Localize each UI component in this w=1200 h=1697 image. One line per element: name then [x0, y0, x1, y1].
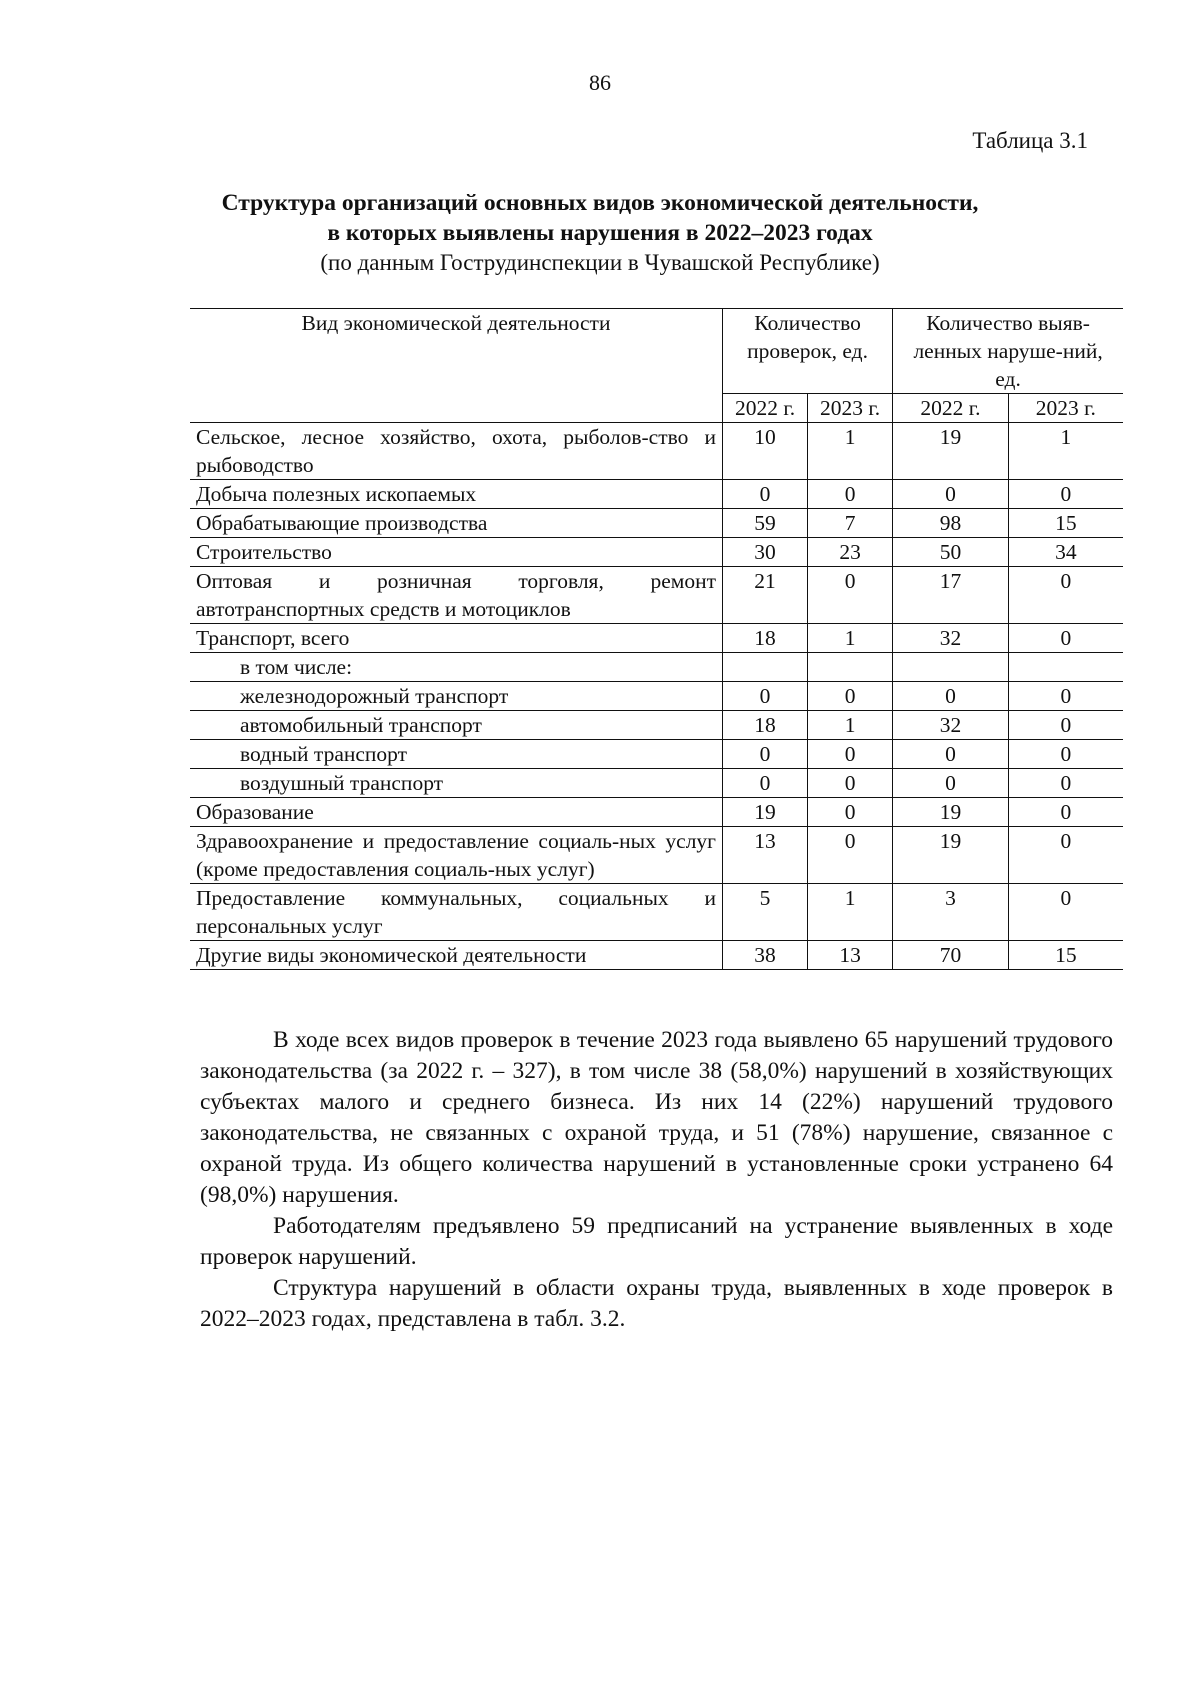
cell-value: 1: [808, 624, 893, 653]
cell-value: 5: [723, 884, 808, 941]
cell-value: 0: [1008, 682, 1123, 711]
cell-value: 0: [1008, 711, 1123, 740]
cell-value: 34: [1008, 538, 1123, 567]
table-row: [190, 423, 1123, 480]
cell-value: 0: [893, 769, 1009, 798]
cell-value: 21: [723, 567, 808, 624]
cell-value: 32: [893, 711, 1009, 740]
cell-value: 19: [893, 423, 1009, 480]
title-subtitle: (по данным Гострудинспекции в Чувашской Республике): [320, 250, 880, 275]
cell-value: 0: [1008, 798, 1123, 827]
cell-value: 19: [723, 798, 808, 827]
table-row: [190, 740, 1123, 769]
row-label: Транспорт, всего: [190, 624, 723, 653]
cell-value: 0: [808, 567, 893, 624]
row-label: Предоставление коммунальных, социальных и персональных услуг: [190, 884, 723, 941]
cell-value: 0: [723, 740, 808, 769]
body-text: [200, 1025, 1113, 1335]
cell-value: 0: [808, 682, 893, 711]
cell-value: 0: [1008, 827, 1123, 884]
cell-value: 0: [893, 682, 1009, 711]
cell-value: 0: [1008, 624, 1123, 653]
cell-value: 30: [723, 538, 808, 567]
cell-value: [1008, 653, 1123, 682]
table-row: [190, 827, 1123, 884]
table-row: [190, 711, 1123, 740]
cell-value: 0: [808, 480, 893, 509]
table-row: [190, 624, 1123, 653]
cell-value: 0: [1008, 480, 1123, 509]
cell-value: 15: [1008, 509, 1123, 538]
header-year: 2023 г.: [1008, 394, 1123, 423]
paragraph: Структура нарушений в области охраны труда, выявленных в ходе проверок в 2022–2023 годах, представлена в табл. 3.2.: [200, 1275, 1113, 1332]
table-row: [190, 798, 1123, 827]
row-label: Сельское, лесное хозяйство, охота, рыболов-ство и рыбоводство: [190, 423, 723, 480]
cell-value: [893, 653, 1009, 682]
cell-value: 0: [1008, 884, 1123, 941]
cell-value: 0: [1008, 740, 1123, 769]
cell-value: 0: [893, 740, 1009, 769]
row-label: воздушный транспорт: [190, 769, 723, 798]
row-label: Другие виды экономической деятельности: [190, 941, 723, 970]
cell-value: 0: [1008, 567, 1123, 624]
cell-value: 3: [893, 884, 1009, 941]
cell-value: 0: [723, 480, 808, 509]
header-activity: Вид экономической деятельности: [190, 309, 723, 423]
header-year: 2022 г.: [723, 394, 808, 423]
table-row: [190, 538, 1123, 567]
table-row: [190, 567, 1123, 624]
table-label: Таблица 3.1: [972, 128, 1088, 153]
cell-value: 0: [1008, 769, 1123, 798]
row-label: автомобильный транспорт: [190, 711, 723, 740]
row-label: в том числе:: [190, 653, 723, 682]
cell-value: 70: [893, 941, 1009, 970]
paragraph: В ходе всех видов проверок в течение 2023 года выявлено 65 нарушений трудового законодательства (за 2022 г. – 327), в том числе 38 (58,0%) нарушений в хозяйствующих субъектах малого и среднего бизнеса. Из них 14 (22%) нарушений трудового законодательства, не связанных с охраной труда, и 51 (78%) нарушение, связанное с охраной труда. Из общего количества нарушений в установленные сроки устранено 64 (98,0%) нарушения.: [200, 1027, 1113, 1208]
cell-value: 15: [1008, 941, 1123, 970]
header-year: 2022 г.: [893, 394, 1009, 423]
cell-value: 1: [1008, 423, 1123, 480]
cell-value: 32: [893, 624, 1009, 653]
cell-value: 50: [893, 538, 1009, 567]
paragraph: Работодателям предъявлено 59 предписаний на устранение выявленных в ходе проверок нарушений.: [200, 1213, 1113, 1270]
cell-value: [808, 653, 893, 682]
table-row: [190, 769, 1123, 798]
cell-value: 19: [893, 827, 1009, 884]
cell-value: 17: [893, 567, 1009, 624]
cell-value: 13: [808, 941, 893, 970]
header-inspections: Количество проверок, ед.: [723, 309, 893, 394]
header-year: 2023 г.: [808, 394, 893, 423]
cell-value: 0: [808, 827, 893, 884]
row-label: Строительство: [190, 538, 723, 567]
row-label: железнодорожный транспорт: [190, 682, 723, 711]
table-row: [190, 653, 1123, 682]
row-label: Оптовая и розничная торговля, ремонт автотранспортных средств и мотоциклов: [190, 567, 723, 624]
cell-value: 98: [893, 509, 1009, 538]
row-label: Обрабатывающие производства: [190, 509, 723, 538]
cell-value: 7: [808, 509, 893, 538]
cell-value: 0: [893, 480, 1009, 509]
table-row: [190, 509, 1123, 538]
cell-value: 1: [808, 711, 893, 740]
cell-value: 1: [808, 884, 893, 941]
page-number: 86: [589, 70, 611, 95]
table-row: [190, 941, 1123, 970]
table-row: [190, 884, 1123, 941]
violations-table: [190, 308, 1123, 970]
row-label: Образование: [190, 798, 723, 827]
cell-value: 19: [893, 798, 1009, 827]
row-label: Здравоохранение и предоставление социаль-ных услуг (кроме предоставления социаль-ных услуг): [190, 827, 723, 884]
row-label: Добыча полезных ископаемых: [190, 480, 723, 509]
row-label: водный транспорт: [190, 740, 723, 769]
cell-value: 0: [808, 740, 893, 769]
cell-value: 1: [808, 423, 893, 480]
cell-value: 59: [723, 509, 808, 538]
cell-value: 10: [723, 423, 808, 480]
table-row: [190, 682, 1123, 711]
cell-value: 0: [723, 769, 808, 798]
cell-value: 18: [723, 711, 808, 740]
title-line-1: Структура организаций основных видов экономической деятельности,: [221, 190, 979, 216]
cell-value: 0: [808, 769, 893, 798]
table-row: [190, 480, 1123, 509]
cell-value: 18: [723, 624, 808, 653]
cell-value: 0: [808, 798, 893, 827]
cell-value: [723, 653, 808, 682]
cell-value: 38: [723, 941, 808, 970]
cell-value: 23: [808, 538, 893, 567]
table-title: [150, 188, 1050, 278]
title-line-2: в которых выявлены нарушения в 2022–2023 годах: [327, 220, 873, 246]
cell-value: 13: [723, 827, 808, 884]
cell-value: 0: [723, 682, 808, 711]
header-violations: Количество выяв-ленных наруше-ний, ед.: [893, 309, 1123, 394]
